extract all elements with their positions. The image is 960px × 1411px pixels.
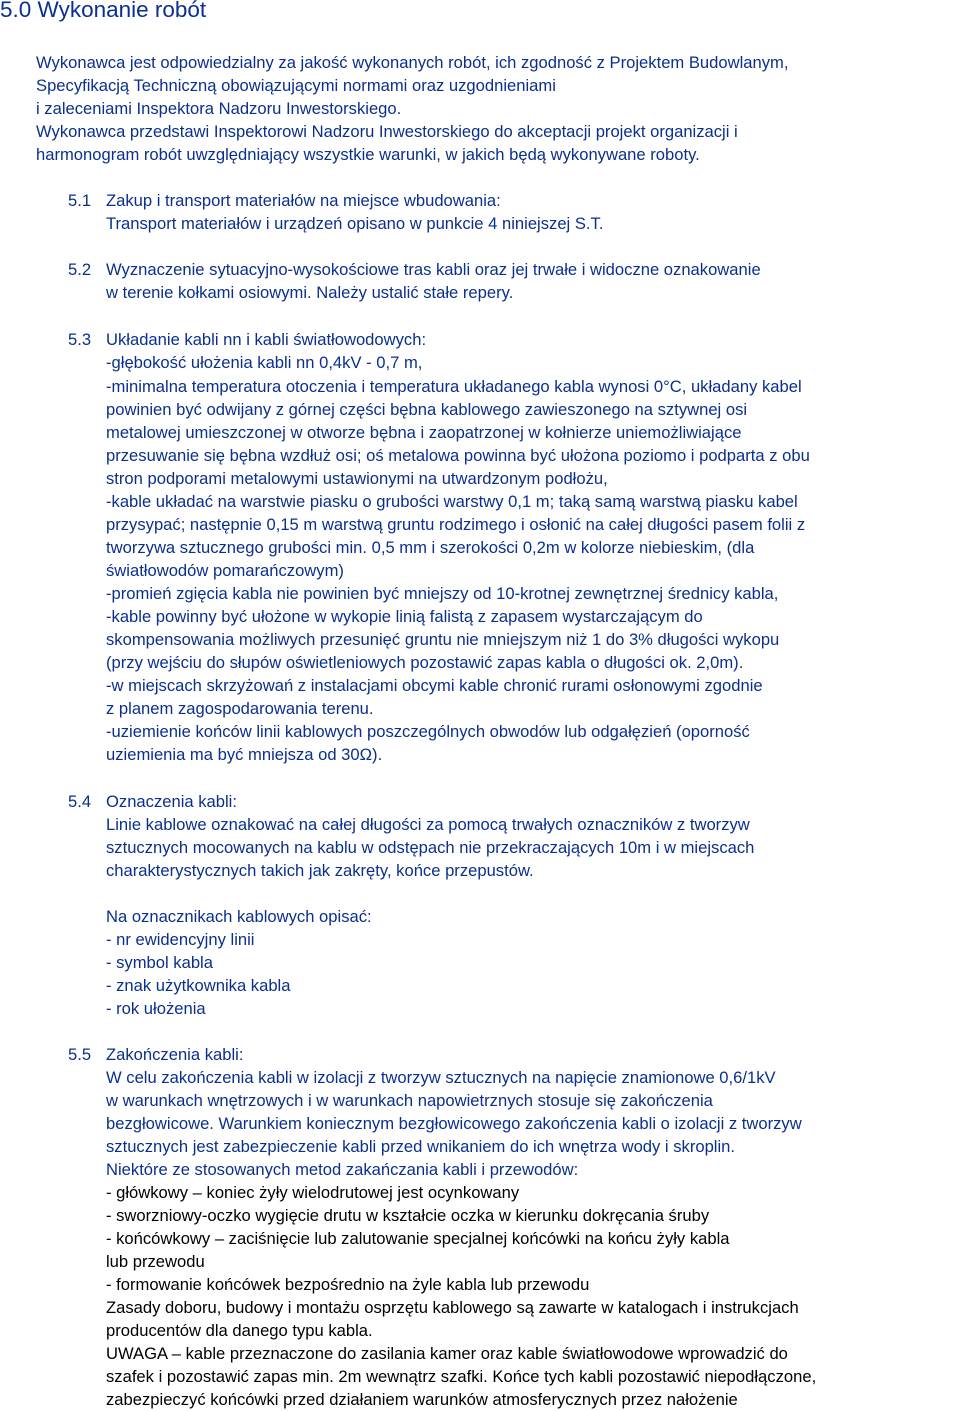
section-line: Niektóre ze stosowanych metod zakańczania kabli i przewodów: (106, 1160, 579, 1179)
section-line: przysypać; następnie 0,15 m warstwą gruntu rodzimego i osłonić na całej długości pasem folii z (106, 515, 806, 534)
section-number: 5.5 (68, 1045, 92, 1064)
section-line: przesuwanie się bębna wzdłuż osi; oś metalowa powinna być ułożona poziomo i podparta z obu (106, 446, 810, 465)
section-line: tworzywa sztucznego grubości min. 0,5 mm i szerokości 0,2m w kolorze niebieskim, (dla (106, 538, 755, 557)
section-line: zabezpieczyć końcówki przed działaniem warunków atmosferycznych przez nałożenie (106, 1390, 738, 1409)
section-line: W celu zakończenia kabli w izolacji z tworzyw sztucznych na napięcie znamionowe 0,6/1kV (106, 1068, 776, 1087)
section-line: Zasady doboru, budowy i montażu osprzętu kablowego są zawarte w katalogach i instrukcjach (106, 1298, 799, 1317)
section-line: sztucznych jest zabezpieczenie kabli przed wnikaniem do ich wnętrza wody i skroplin. (106, 1137, 736, 1156)
section-line: bezgłowicowe. Warunkiem koniecznym bezgłowicowego zakończenia kabli o izolacji z tworzyw (106, 1114, 802, 1133)
intro-line: Wykonawca jest odpowiedzialny za jakość wykonanych robót, ich zgodność z Projektem Budowlanym, (36, 53, 789, 72)
list-item: - symbol kabla (106, 953, 213, 972)
section-line: charakterystycznych takich jak zakręty, końce przepustów. (106, 861, 534, 880)
intro-line: harmonogram robót uwzględniający wszystkie warunki, w jakich będą wykonywane roboty. (36, 145, 700, 164)
section-line: szafek i pozostawić zapas min. 2m wewnątrz szafki. Końce tych kabli pozostawić niepodłączone, (106, 1367, 817, 1386)
section-number: 5.4 (68, 792, 92, 811)
section-line: stron podporami metalowymi ustawionymi na utwardzonym podłożu, (106, 469, 608, 488)
list-item: - sworzniowy-oczko wygięcie drutu w kształcie oczka w kierunku dokręcania śruby (106, 1206, 710, 1225)
section-line: -promień zgięcia kabla nie powinien być mniejszy od 10-krotnej zewnętrznej średnicy kabla, (106, 584, 779, 603)
section-line: metalowej umieszczonej w otworze bębna i zaopatrzonej w kołnierze uniemożliwiające (106, 423, 742, 442)
section-line: Zakończenia kabli: (106, 1045, 244, 1064)
section-line: UWAGA – kable przeznaczone do zasilania kamer oraz kable światłowodowe wprowadzić do (106, 1344, 788, 1363)
list-item: - końcówkowy – zaciśnięcie lub zalutowanie specjalnej końcówki na końcu żyły kabla (106, 1229, 730, 1248)
section-number: 5.3 (68, 330, 92, 349)
list-item: lub przewodu (106, 1252, 205, 1271)
section-number: 5.1 (68, 191, 92, 210)
section-line: powinien być odwijany z górnej części bębna kablowego zawieszonego na sztywnej osi (106, 400, 748, 419)
list-item: - nr ewidencyjny linii (106, 930, 255, 949)
section-line: uziemienia ma być mniejsza od 30Ω). (106, 745, 383, 764)
intro-line: i zaleceniami Inspektora Nadzoru Inwestorskiego. (36, 99, 402, 118)
section-line: w terenie kołkami osiowymi. Należy ustalić stałe repery. (106, 283, 514, 302)
list-item: - formowanie końcówek bezpośrednio na żyle kabla lub przewodu (106, 1275, 590, 1294)
intro-line: Specyfikacją Techniczną obowiązującymi normami oraz uzgodnieniami (36, 76, 556, 95)
list-item: - znak użytkownika kabla (106, 976, 291, 995)
section-line: Linie kablowe oznakować na całej długości za pomocą trwałych oznaczników z tworzyw (106, 815, 750, 834)
section-line: w warunkach wnętrzowych i w warunkach napowietrznych stosuje się zakończenia (106, 1091, 713, 1110)
section-line: Zakup i transport materiałów na miejsce wbudowania: (106, 191, 501, 210)
section-line: Transport materiałów i urządzeń opisano w punkcie 4 niniejszej S.T. (106, 214, 604, 233)
section-line: -uziemienie końców linii kablowych poszczególnych obwodów lub odgałęzień (oporność (106, 722, 750, 741)
section-line: Układanie kabli nn i kabli światłowodowych: (106, 330, 427, 349)
section-line: Oznaczenia kabli: (106, 792, 237, 811)
section-line: -kable powinny być ułożone w wykopie linią falistą z zapasem wystarczającym do (106, 607, 703, 626)
section-line: Na oznacznikach kablowych opisać: (106, 907, 372, 926)
section-line: -kable układać na warstwie piasku o grubości warstwy 0,1 m; taką samą warstwą piasku kabel (106, 492, 798, 511)
intro-line: Wykonawca przedstawi Inspektorowi Nadzoru Inwestorskiego do akceptacji projekt organizacji i (36, 122, 738, 141)
section-line: sztucznych mocowanych na kablu w odstępach nie przekraczających 10m i w miejscach (106, 838, 755, 857)
section-line: -minimalna temperatura otoczenia i temperatura układanego kabla wynosi 0°C, układany kabel (106, 377, 802, 396)
section-line: z planem zagospodarowania terenu. (106, 699, 374, 718)
section-number: 5.2 (68, 260, 92, 279)
section-line: światłowodów pomarańczowym) (106, 561, 344, 580)
list-item: - główkowy – koniec żyły wielodrutowej jest ocynkowany (106, 1183, 520, 1202)
section-line: -głębokość ułożenia kabli nn 0,4kV - 0,7 m, (106, 353, 423, 372)
section-line: producentów dla danego typu kabla. (106, 1321, 373, 1340)
section-line: Wyznaczenie sytuacyjno-wysokościowe tras kabli oraz jej trwałe i widoczne oznakowanie (106, 260, 761, 279)
list-item: - rok ułożenia (106, 999, 206, 1018)
page-title: 5.0 Wykonanie robót (0, 0, 207, 22)
section-line: skompensowania możliwych przesunięć gruntu nie mniejszym niż 1 do 3% długości wykopu (106, 630, 780, 649)
section-line: (przy wejściu do słupów oświetleniowych pozostawić zapas kabla o długości ok. 2,0m). (106, 653, 744, 672)
section-line: -w miejscach skrzyżowań z instalacjami obcymi kable chronić rurami osłonowymi zgodnie (106, 676, 763, 695)
